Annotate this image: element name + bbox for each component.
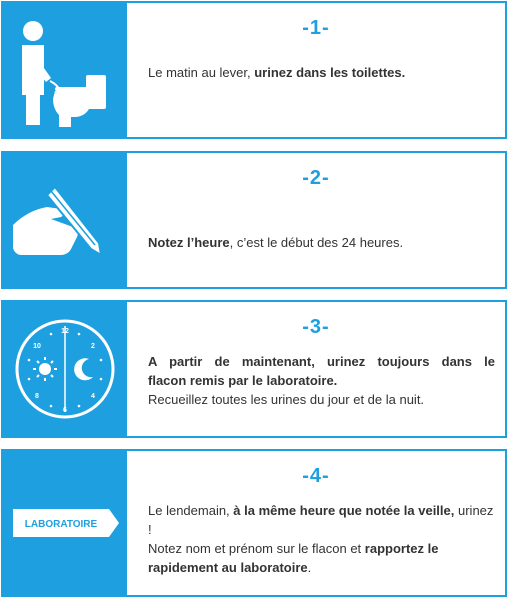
step-1-text xyxy=(148,63,495,82)
step-4-text-bold: rapportez le rapidement au laboratoire xyxy=(148,541,439,575)
step-3-text-line2: flacon remis par le laboratoire. xyxy=(148,373,338,388)
clock-number: 2 xyxy=(91,343,95,350)
step-1-number: -1- xyxy=(302,17,330,39)
step-4-text-part: urinez ! xyxy=(148,503,494,537)
step-1-icon-panel xyxy=(3,3,127,137)
step-4-text-part: Le lendemain, xyxy=(148,503,234,518)
clock-number: 6 xyxy=(63,407,67,414)
clock-day-night-icon xyxy=(3,302,127,436)
clock-number: 8 xyxy=(35,393,39,400)
moon-icon xyxy=(74,358,93,380)
step-2-text-part: , c’est le début des 24 heures. xyxy=(229,235,404,250)
clock-number: 10 xyxy=(33,343,41,350)
step-2-text-bold: Notez l’heure xyxy=(148,235,230,250)
step-4-number: -4- xyxy=(302,465,330,487)
step-3-icon-panel xyxy=(3,302,127,436)
step-4-icon-panel xyxy=(3,451,127,595)
step-3-text xyxy=(148,352,495,409)
step-1-text-part: Le matin au lever, xyxy=(148,65,255,80)
step-3-text-line3: Recueillez toutes les urines du jour et de la nuit. xyxy=(148,392,425,407)
step-2-icon-panel xyxy=(3,153,127,287)
step-2-text xyxy=(148,233,495,252)
step-1-card xyxy=(1,1,507,139)
laboratoire-arrow-icon xyxy=(3,451,127,595)
step-3-number: -3- xyxy=(302,316,330,338)
man-urinating-toilet-icon xyxy=(3,3,127,137)
clock-number: 12 xyxy=(61,328,69,335)
clock-number: 4 xyxy=(91,393,95,400)
step-4-text-part: Notez nom et prénom sur le flacon et xyxy=(148,541,365,556)
step-4-card xyxy=(1,449,507,597)
step-3-text-line1: A partir de maintenant, urinez toujours dans le xyxy=(148,354,495,369)
laboratoire-label: LABORATOIRE xyxy=(24,519,98,530)
step-2-card xyxy=(1,151,507,289)
step-4-text xyxy=(148,501,495,577)
step-4-text-part: . xyxy=(307,560,312,575)
step-1-text-bold: urinez dans les toilettes. xyxy=(254,65,406,80)
sun-icon xyxy=(33,357,57,381)
step-2-number: -2- xyxy=(302,167,330,189)
hand-writing-pen-icon xyxy=(3,153,127,287)
step-3-card xyxy=(1,300,507,438)
step-4-text-bold: à la même heure que notée la veille, xyxy=(233,503,455,518)
